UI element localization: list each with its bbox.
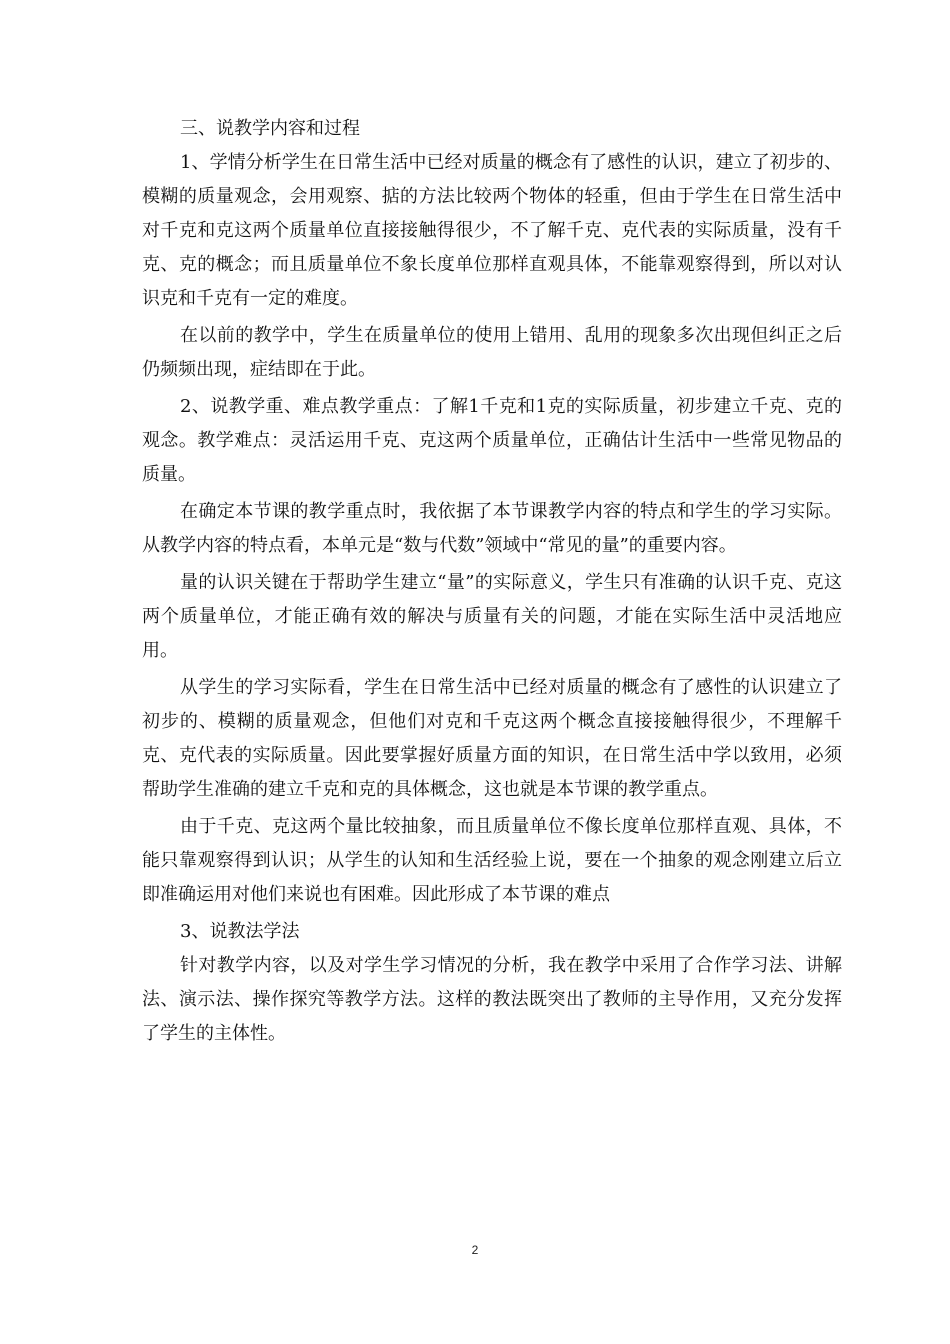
paragraph-key-point-basis: 在确定本节课的教学重点时，我依据了本节课教学内容的特点和学生的学习实际。从教学内容的特点看，本单元是“数与代数”领域中“常见的量”的重要内容。: [142, 501, 842, 556]
page-number: 2: [471, 1243, 479, 1257]
paragraph-student-reality: 从学生的学习实际看，学生在日常生活中已经对质量的概念有了感性的认识建立了初步的、模糊的质量观念，但他们对克和千克这两个概念直接接触得很少，不理解千克、克代表的实际质量。因此要掌握好质量方面的知识，在日常生活中学以致用，必须帮助学生准确的建立千克和克的具体概念，这也就是本节课的教学重点。: [142, 677, 842, 800]
section-heading: 三、说教学内容和过程: [180, 118, 360, 139]
paragraph-past-teaching: 在以前的教学中，学生在质量单位的使用上错用、乱用的现象多次出现但纠正之后仍频频出现，症结即在于此。: [142, 325, 842, 380]
paragraph-learning-analysis: 1、学情分析学生在日常生活中已经对质量的概念有了感性的认识，建立了初步的、模糊的质量观念，会用观察、掂的方法比较两个物体的轻重，但由于学生在日常生活中对千克和克这两个质量单位直接接触得很少，不了解千克、克代表的实际质量，没有千克、克的概念；而且质量单位不象长度单位那样直观具体，不能靠观察得到，所以对认识克和千克有一定的难度。: [142, 152, 842, 309]
document-body: [142, 112, 842, 1051]
paragraph-teaching-methods: 针对教学内容，以及对学生学习情况的分析，我在教学中采用了合作学习法、讲解法、演示法、操作探究等教学方法。这样的教法既突出了教师的主导作用，又充分发挥了学生的主体性。: [142, 955, 842, 1044]
paragraph-quantity-meaning: 量的认识关键在于帮助学生建立“量”的实际意义，学生只有准确的认识千克、克这两个质量单位，才能正确有效的解决与质量有关的问题，才能在实际生活中灵活地应用。: [142, 572, 842, 661]
paragraph-key-points: 2、说教学重、难点教学重点：了解1千克和1克的实际质量，初步建立千克、克的观念。教学难点：灵活运用千克、克这两个质量单位，正确估计生活中一些常见物品的质量。: [142, 396, 842, 485]
subheading-teaching-methods: 3、说教法学法: [180, 921, 300, 942]
paragraph-difficulty: 由于千克、克这两个量比较抽象，而且质量单位不像长度单位那样直观、具体，不能只靠观察得到认识；从学生的认知和生活经验上说，要在一个抽象的观念刚建立后立即准确运用对他们来说也有困难。因此形成了本节课的难点: [142, 816, 842, 905]
